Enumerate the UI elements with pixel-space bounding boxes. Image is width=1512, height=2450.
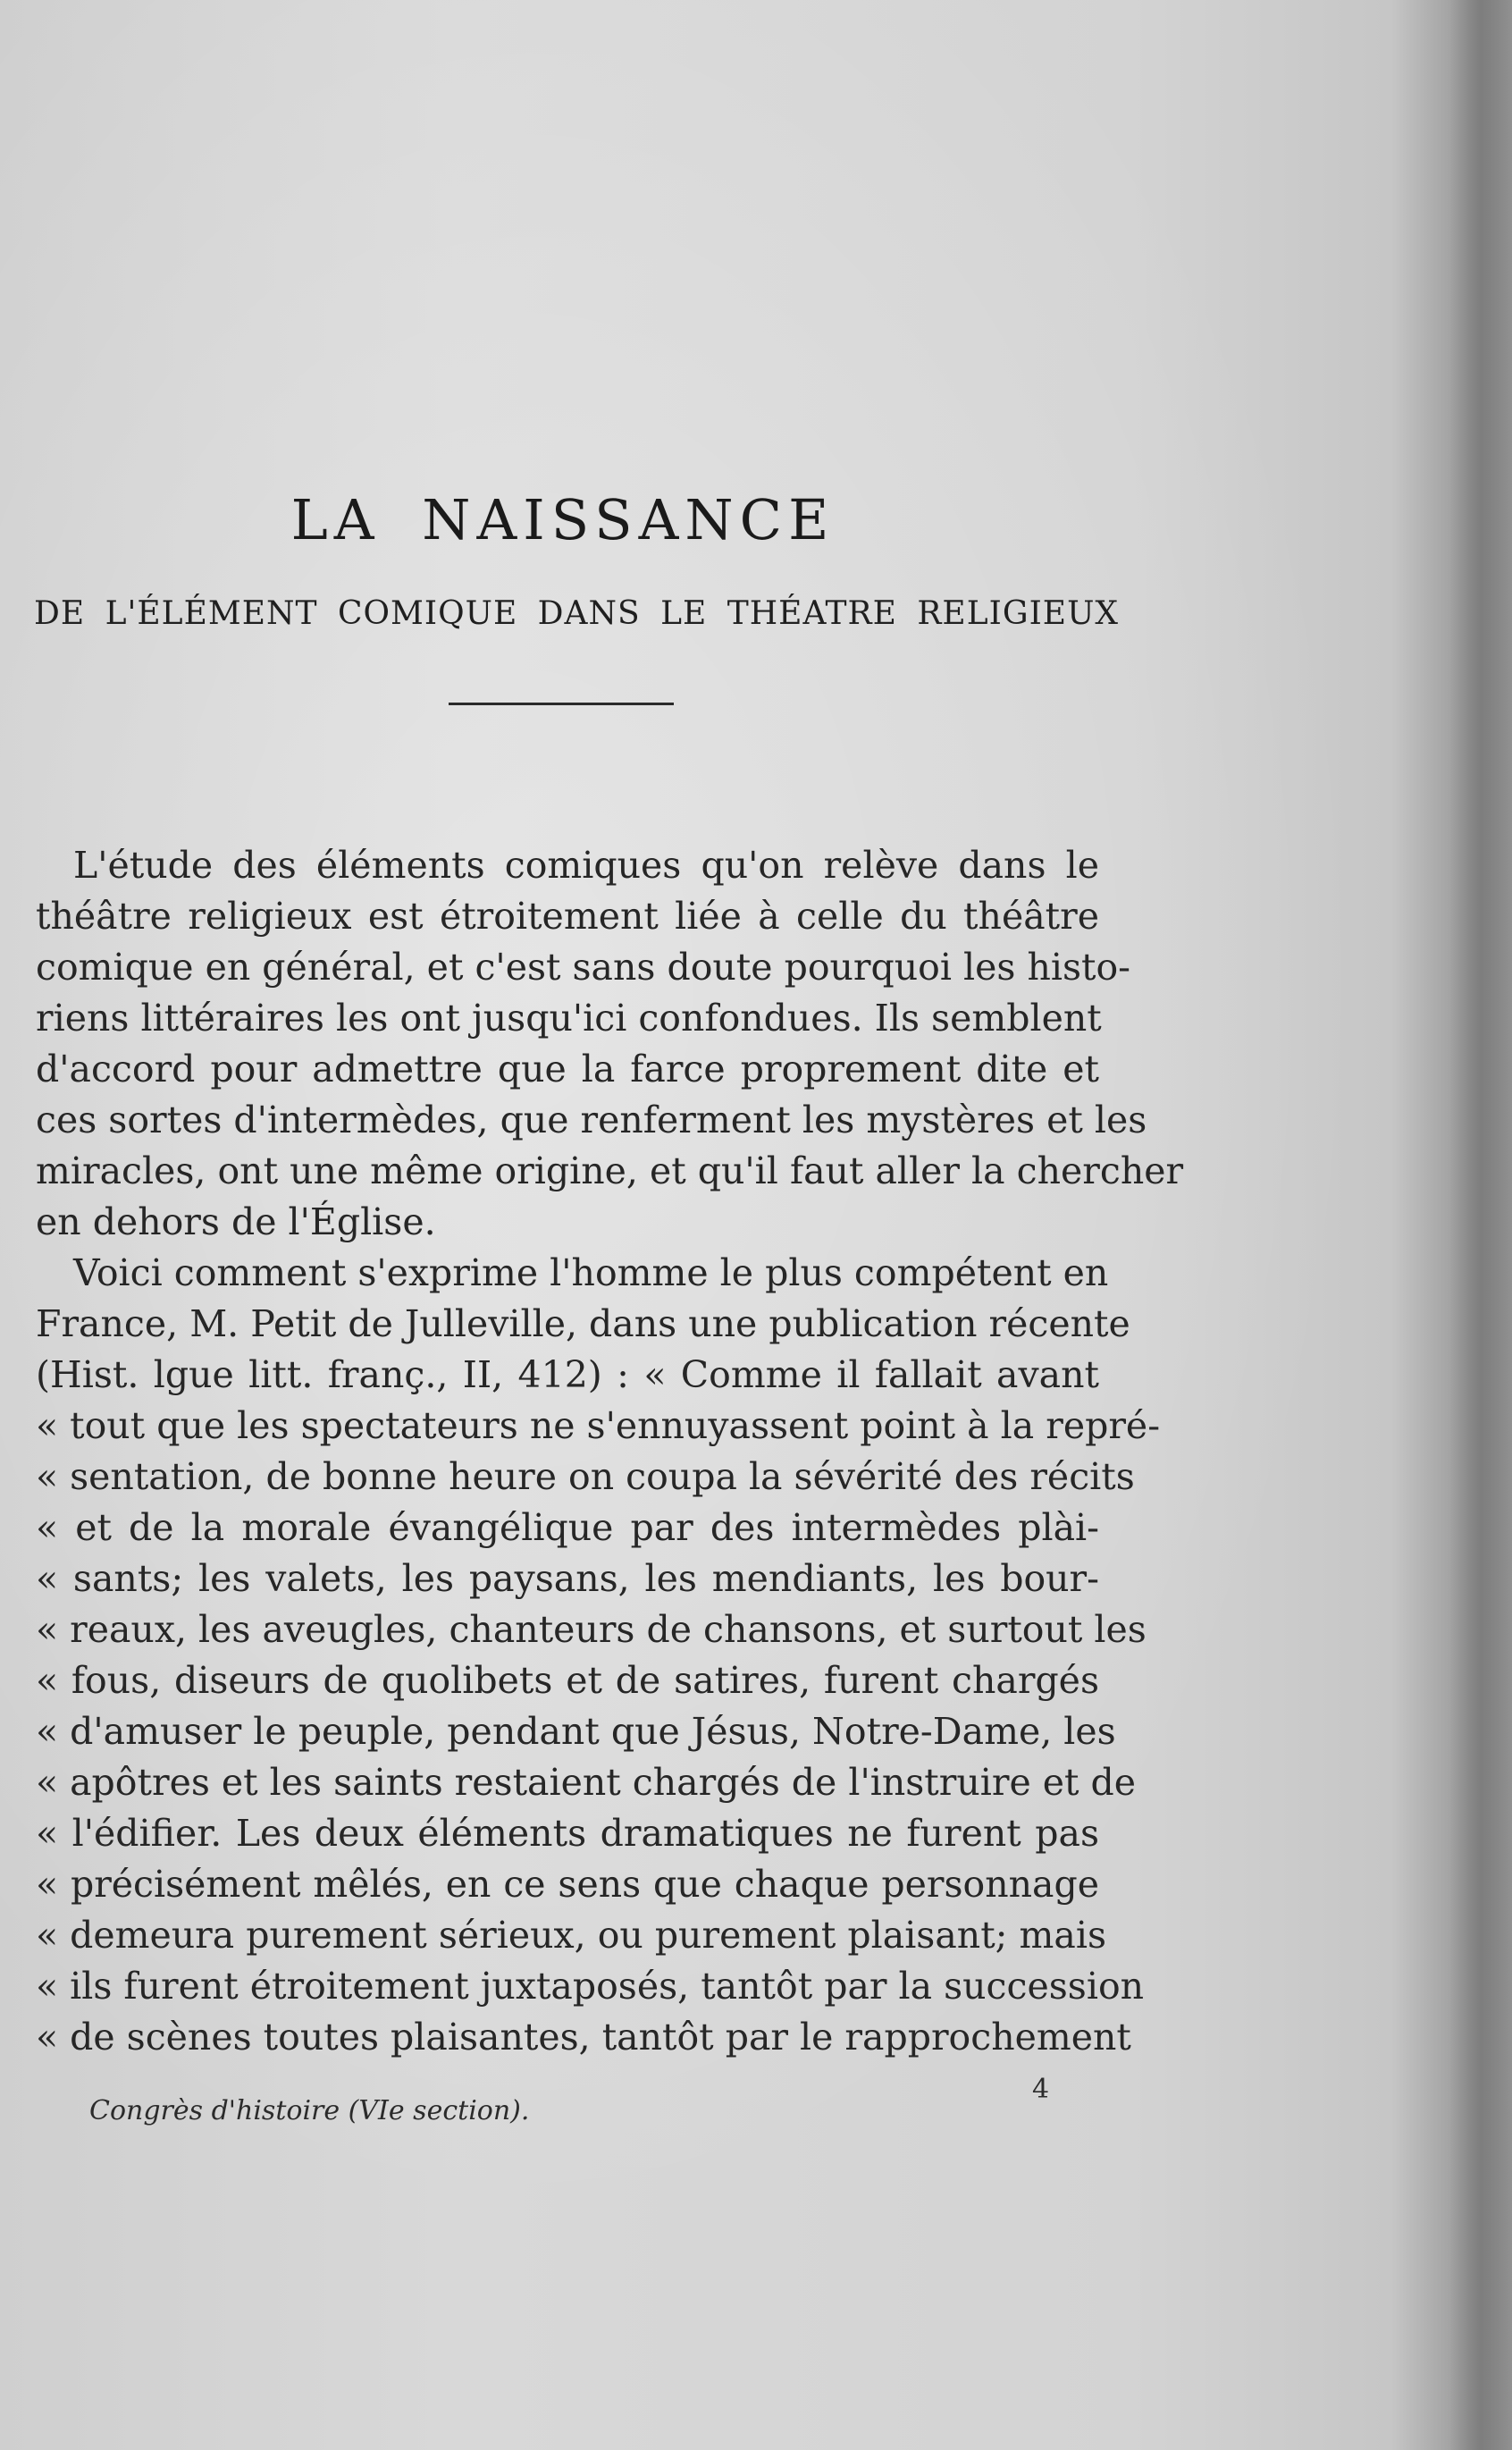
text-line: Voici comment s'exprime l'homme le plus compétent en: [73, 1251, 1109, 1294]
text-line: (Hist. lgue litt. franç., II, 412) : « Comme il fallait avant: [36, 1353, 1099, 1396]
text-line: « sants; les valets, les paysans, les mendiants, les bour-: [36, 1557, 1099, 1600]
text-line: théâtre religieux est étroitement liée à celle du théâtre: [36, 895, 1099, 938]
text-line: « précisément mêlés, en ce sens que chaque personnage: [36, 1863, 1099, 1906]
text-line: « tout que les spectateurs ne s'ennuyassent point à la repré-: [36, 1404, 1161, 1447]
text-line: « de scènes toutes plaisantes, tantôt par le rapprochement: [36, 2016, 1131, 2059]
text-line: miracles, ont une même origine, et qu'il faut aller la chercher: [36, 1149, 1184, 1192]
body-text: [36, 840, 1184, 2063]
text-line: « d'amuser le peuple, pendant que Jésus, Notre-Dame, les: [36, 1710, 1116, 1753]
title-rule: [449, 703, 674, 705]
page-title: LA NAISSANCE: [290, 487, 836, 552]
text-line: d'accord pour admettre que la farce proprement dite et: [36, 1048, 1099, 1090]
text-line: « l'édifier. Les deux éléments dramatiques ne furent pas: [36, 1812, 1099, 1855]
text-line: « reaux, les aveugles, chanteurs de chansons, et surtout les: [36, 1608, 1147, 1651]
signature-number: 4: [1032, 2074, 1050, 2105]
text-line: riens littéraires les ont jusqu'ici confondues. Ils semblent: [36, 997, 1102, 1040]
text-line: « ils furent étroitement juxtaposés, tantôt par la succession: [36, 1965, 1145, 2008]
text-line: « demeura purement sérieux, ou purement plaisant; mais: [36, 1914, 1106, 1957]
text-line: L'étude des éléments comiques qu'on relève dans le: [73, 844, 1099, 887]
page-subtitle: DE L'ÉLÉMENT COMIQUE DANS LE THÉATRE RELIGIEUX: [34, 595, 1120, 632]
text-line: « fous, diseurs de quolibets et de satires, furent chargés: [36, 1659, 1099, 1702]
text-line: en dehors de l'Église.: [36, 1200, 436, 1243]
footer-signature: Congrès d'histoire (VIe section).: [89, 2095, 530, 2126]
text-line: ces sortes d'intermèdes, que renferment les mystères et les: [36, 1099, 1147, 1141]
text-line: « et de la morale évangélique par des intermèdes plài-: [36, 1506, 1099, 1549]
page-gutter-shadow: [1449, 0, 1512, 2450]
text-line: « sentation, de bonne heure on coupa la sévérité des récits: [36, 1455, 1135, 1498]
text-line: France, M. Petit de Julleville, dans une publication récente: [36, 1302, 1130, 1345]
text-line: « apôtres et les saints restaient chargés de l'instruire et de: [36, 1761, 1137, 1804]
text-line: comique en général, et c'est sans doute pourquoi les histo-: [36, 946, 1131, 989]
